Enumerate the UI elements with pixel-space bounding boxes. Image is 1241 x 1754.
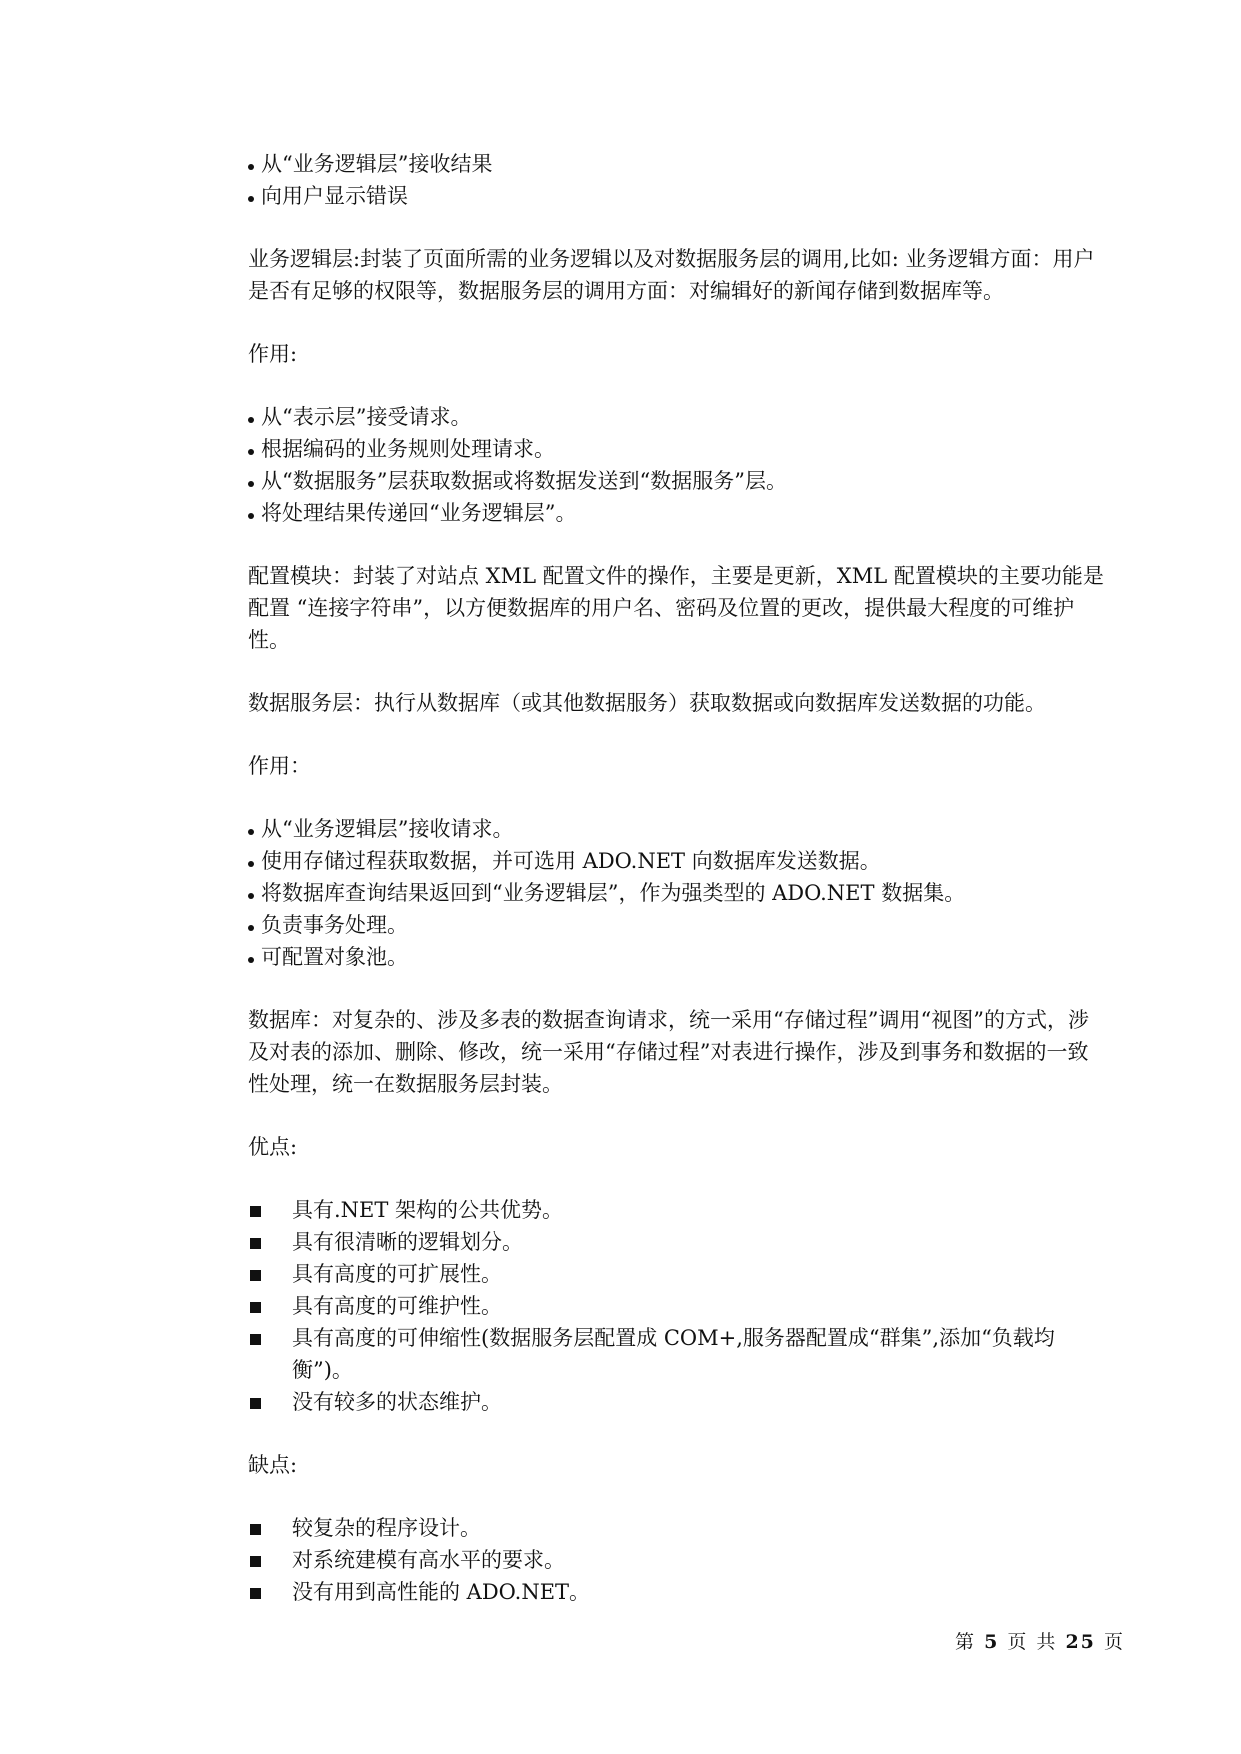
list-item: 具有高度的可维护性。 <box>248 1290 1108 1322</box>
list-item: 从“业务逻辑层”接收结果 <box>248 148 1108 180</box>
list-item: 具有高度的可伸缩性(数据服务层配置成 COM+,服务器配置成“群集”,添加“负载均衡”)。 <box>248 1322 1108 1386</box>
database-paragraph: 数据库：对复杂的、涉及多表的数据查询请求，统一采用“存储过程”调用“视图”的方式，涉及对表的添加、删除、修改，统一采用“存储过程”对表进行操作，涉及到事务和数据的一致性处理，统一在数据服务层封装。 <box>248 1008 1089 1096</box>
business-logic-paragraph: 业务逻辑层:封装了页面所需的业务逻辑以及对数据服务层的调用,比如: 业务逻辑方面：用户是否有足够的权限等，数据服务层的调用方面：对编辑好的新闻存储到数据库等。 <box>248 247 1095 303</box>
footer-total-pages: 25 <box>1065 1631 1096 1653</box>
list-item: 具有.NET 架构的公共优势。 <box>248 1194 1108 1226</box>
list-item: 向用户显示错误 <box>248 180 1108 212</box>
footer-middle: 页 共 <box>1007 1631 1058 1653</box>
list-item: 将数据库查询结果返回到“业务逻辑层”，作为强类型的 ADO.NET 数据集。 <box>248 877 1108 909</box>
page-footer <box>955 1627 1125 1654</box>
list-item: 从“表示层”接受请求。 <box>248 401 1108 433</box>
list-item: 从“数据服务”层获取数据或将数据发送到“数据服务”层。 <box>248 465 1108 497</box>
cons-label: 缺点: <box>248 1453 298 1477</box>
footer-suffix: 页 <box>1103 1631 1125 1653</box>
pros-label: 优点: <box>248 1135 298 1159</box>
section1-bullet-list <box>248 148 1108 212</box>
list-item: 较复杂的程序设计。 <box>248 1512 1108 1544</box>
business-logic-role-label: 作用: <box>248 342 298 366</box>
list-item: 没有较多的状态维护。 <box>248 1386 1108 1418</box>
cons-list <box>248 1512 1108 1608</box>
list-item: 将处理结果传递回“业务逻辑层”。 <box>248 497 1108 529</box>
list-item: 对系统建模有高水平的要求。 <box>248 1544 1108 1576</box>
business-logic-bullet-list <box>248 401 1108 529</box>
data-service-paragraph: 数据服务层：执行从数据库（或其他数据服务）获取数据或向数据库发送数据的功能。 <box>248 691 1046 715</box>
config-module-paragraph: 配置模块：封装了对站点 XML 配置文件的操作，主要是更新，XML 配置模块的主要功能是配置 “连接字符串”，以方便数据库的用户名、密码及位置的更改，提供最大程度的可维护性。 <box>248 564 1104 652</box>
data-service-role-label: 作用： <box>248 754 311 778</box>
list-item: 根据编码的业务规则处理请求。 <box>248 433 1108 465</box>
document-body <box>248 148 1108 1608</box>
list-item: 具有很清晰的逻辑划分。 <box>248 1226 1108 1258</box>
data-service-bullet-list <box>248 813 1108 973</box>
footer-page-number: 5 <box>984 1631 1000 1653</box>
list-item: 可配置对象池。 <box>248 941 1108 973</box>
list-item: 使用存储过程获取数据，并可选用 ADO.NET 向数据库发送数据。 <box>248 845 1108 877</box>
list-item: 从“业务逻辑层”接收请求。 <box>248 813 1108 845</box>
pros-list <box>248 1194 1108 1418</box>
list-item: 负责事务处理。 <box>248 909 1108 941</box>
list-item: 具有高度的可扩展性。 <box>248 1258 1108 1290</box>
list-item: 没有用到高性能的 ADO.NET。 <box>248 1576 1108 1608</box>
footer-prefix: 第 <box>955 1631 977 1653</box>
